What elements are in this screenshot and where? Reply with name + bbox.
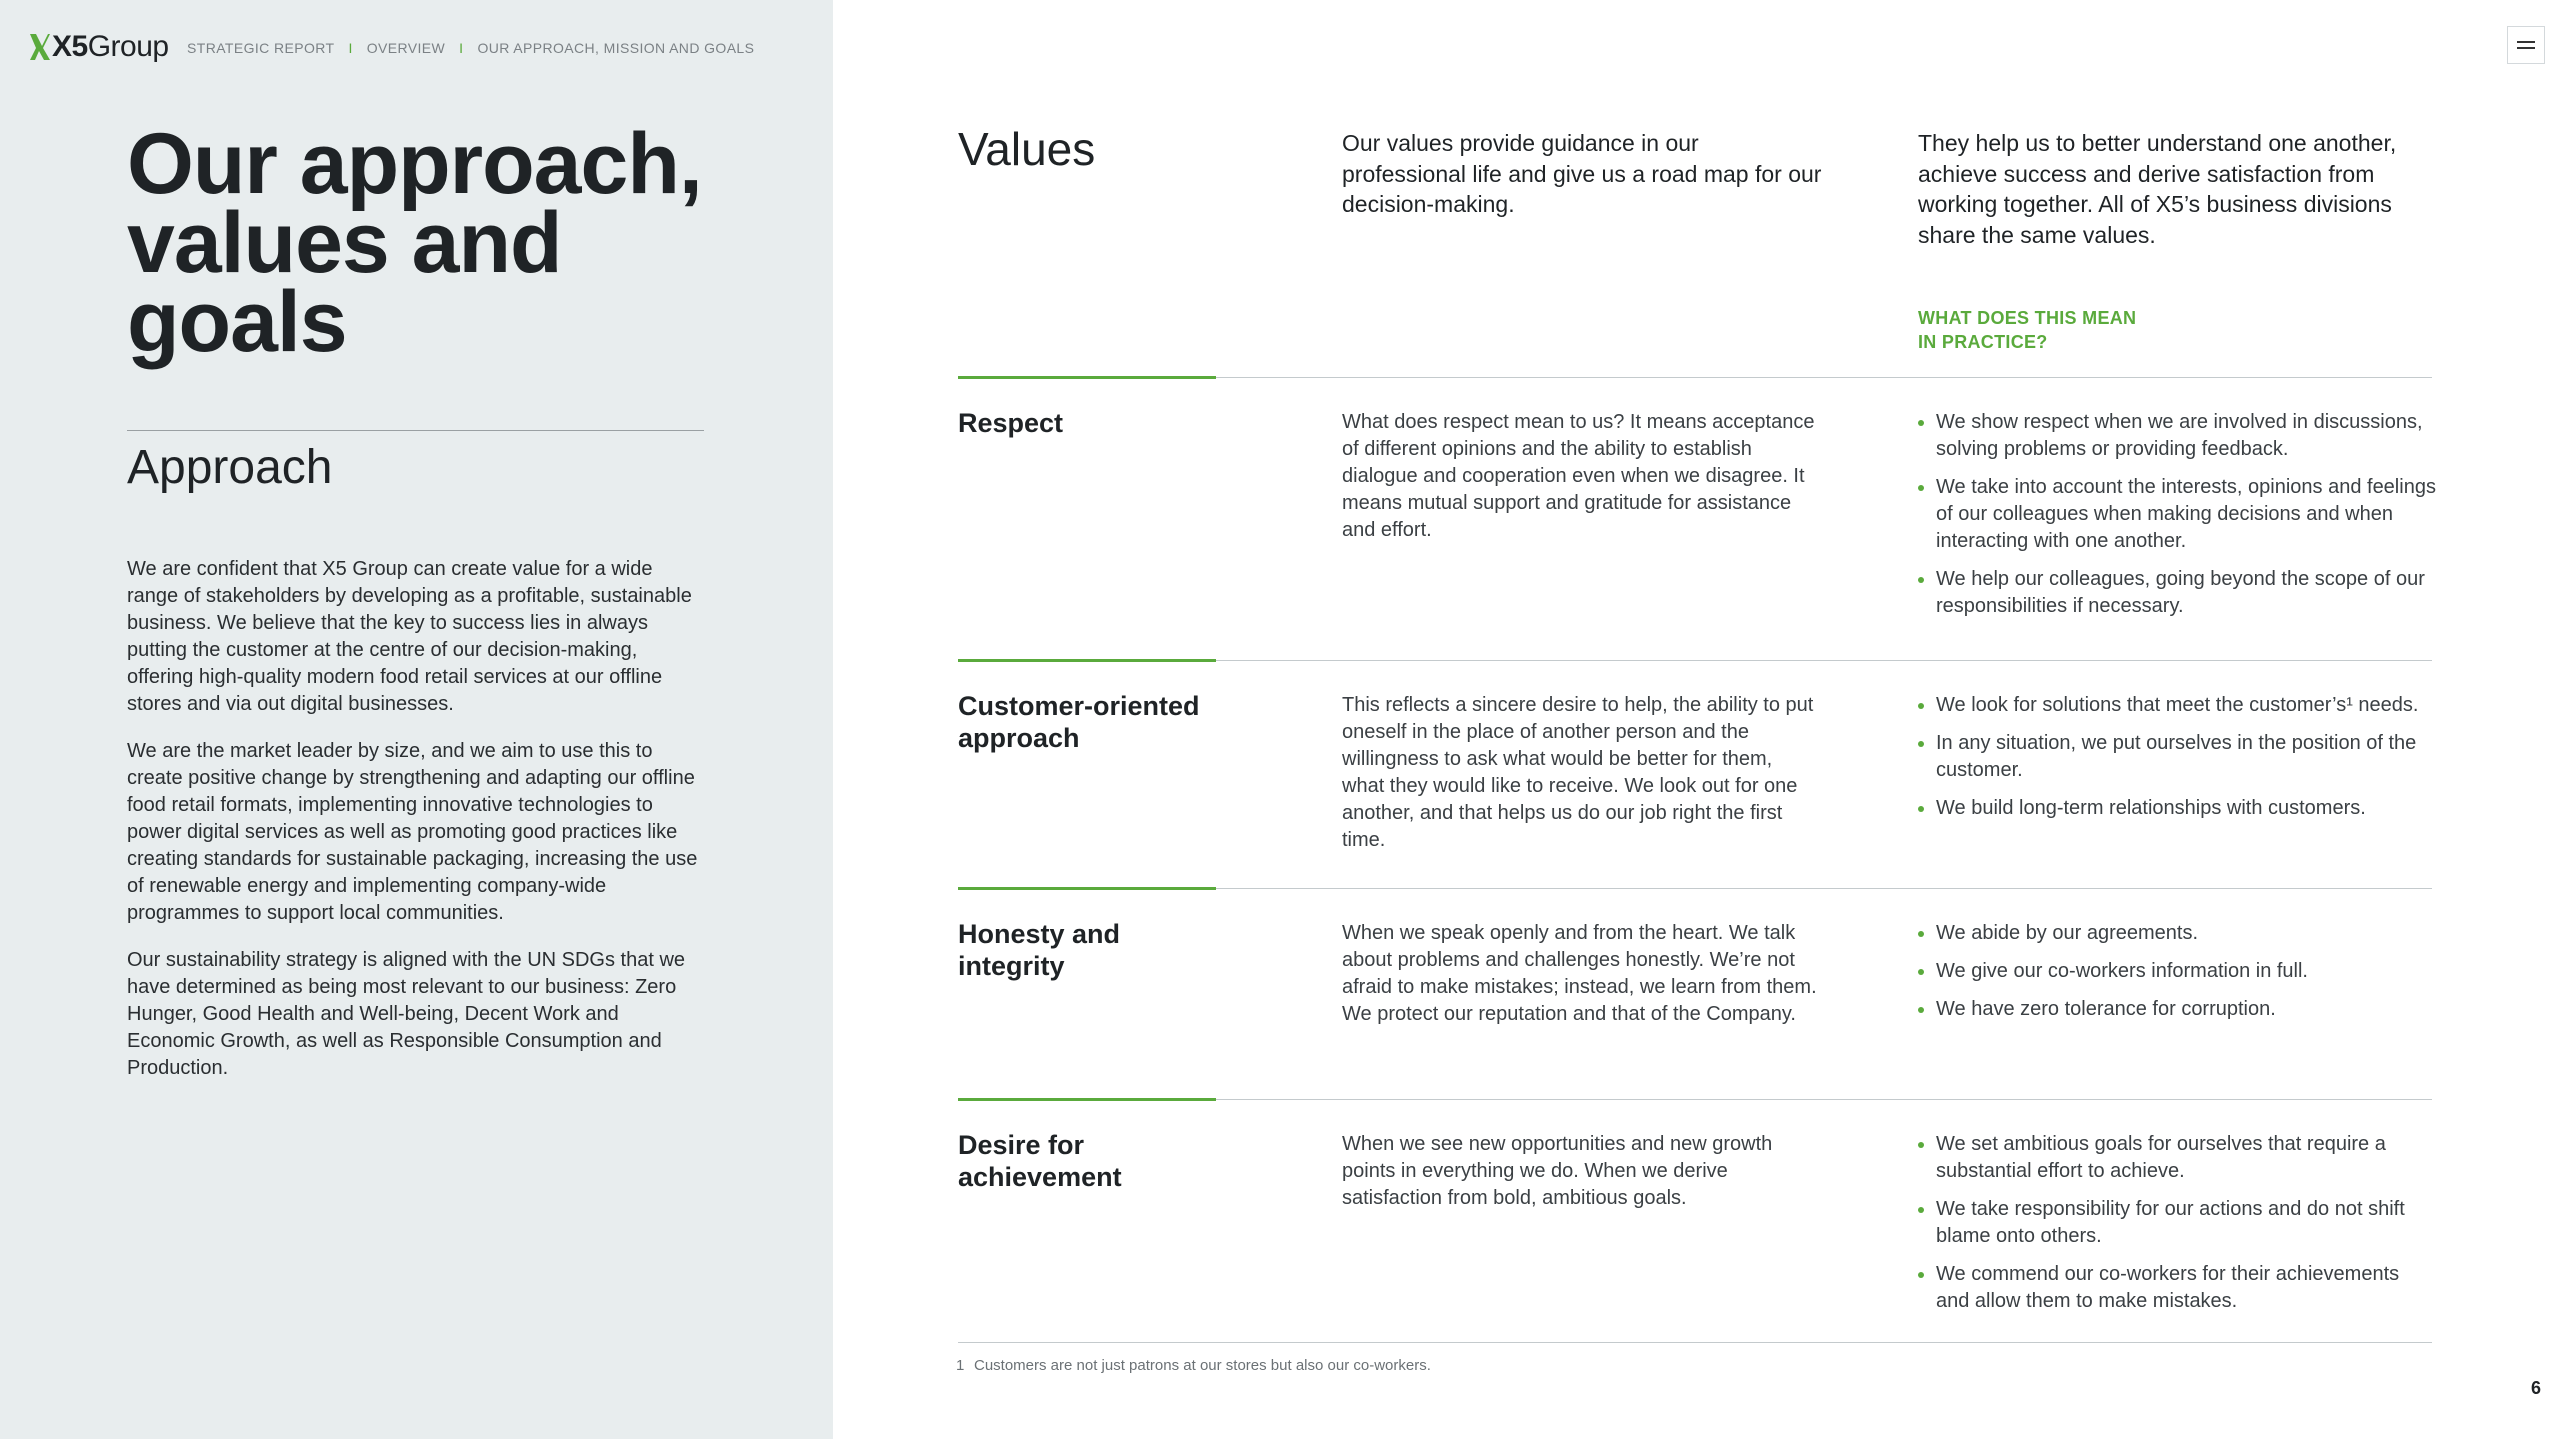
values-intro-1: Our values provide guidance in our professional life and give us a road map for our decision-making. [1342, 130, 1822, 217]
value-name: Customer-oriented approach [958, 691, 1200, 753]
left-panel [0, 0, 833, 1439]
practice-item: We take into account the interests, opinions and feelings of our colleagues when making decisions and when interacting with one another. [1918, 474, 2438, 555]
value-practice-list [1918, 692, 2438, 833]
values-title: Values [958, 123, 1096, 175]
approach-body [127, 556, 699, 1102]
page-number: 6 [2530, 1378, 2541, 1398]
logo-wordmark: X5Group [52, 30, 169, 63]
practice-item: We show respect when we are involved in discussions, solving problems or providing feedback. [1918, 409, 2438, 463]
practice-item: We commend our co-workers for their achievements and allow them to make mistakes. [1918, 1261, 2438, 1315]
practice-item: We have zero tolerance for corruption. [1918, 996, 2438, 1023]
approach-paragraph: We are confident that X5 Group can create value for a wide range of stakeholders by developing as a profitable, sustainable business. We believe that the key to success lies in always putting the customer at the centre of our decision-making, offering high-quality modern food retail services at our offline stores and via out digital businesses. [127, 558, 692, 715]
section-divider [127, 430, 704, 431]
footnote-number: 1 [956, 1357, 965, 1374]
approach-heading: Approach [127, 441, 333, 494]
breadcrumb-separator: I [459, 40, 464, 56]
breadcrumb-strategic-report[interactable]: STRATEGIC REPORT [187, 40, 335, 56]
value-name: Honesty and integrity [958, 919, 1121, 981]
practice-item: We take responsibility for our actions and do not shift blame onto others. [1918, 1196, 2438, 1250]
practice-item: We set ambitious goals for ourselves that require a substantial effort to achieve. [1918, 1131, 2438, 1185]
footnote-text: Customers are not just patrons at our stores but also our co-workers. [974, 1357, 1431, 1374]
practice-item: We look for solutions that meet the customer’s¹ needs. [1918, 692, 2438, 719]
x5-logo-icon [28, 32, 50, 62]
value-name: Respect [958, 408, 1064, 438]
value-practice-list [1918, 409, 2438, 631]
breadcrumb [187, 40, 754, 56]
approach-paragraph: Our sustainability strategy is aligned with the UN SDGs that we have determined as being most relevant to our business: Zero Hunger, Good Health and Well-being, Decent Work and Economic Growth, as well as Responsible Consumption and Production. [127, 949, 686, 1079]
row-accent-rule [958, 887, 1216, 890]
value-name: Desire for achievement [958, 1130, 1122, 1192]
values-intro-2: They help us to better understand one another, achieve success and derive satisfaction from working together. All of X5’s business divisions share the same values. [1918, 130, 2397, 248]
value-practice-list [1918, 920, 2438, 1034]
practice-question-heading: WHAT DOES THIS MEAN IN PRACTICE? [1918, 308, 2137, 352]
row-accent-rule [958, 376, 1216, 379]
footnote [956, 1357, 1431, 1374]
row-accent-rule [958, 659, 1216, 662]
hamburger-menu-icon [2517, 41, 2535, 43]
value-practice-list [1918, 1131, 2438, 1326]
practice-item: We help our colleagues, going beyond the scope of our responsibilities if necessary. [1918, 566, 2438, 620]
row-accent-rule [958, 1098, 1216, 1101]
menu-button[interactable] [2507, 26, 2545, 64]
value-description: This reflects a sincere desire to help, the ability to put oneself in the place of another person and the willingness to ask what would be better for them, what they would like to receive. We look out for one another, and that helps us do our job right the first time. [1342, 694, 1814, 851]
page-title: Our approach, values and goals [127, 116, 702, 370]
value-description: When we speak openly and from the heart. We talk about problems and challenges honestly. We’re not afraid to make mistakes; instead, we learn from them. We protect our reputation and that of the Company. [1342, 922, 1817, 1025]
value-description: When we see new opportunities and new growth points in everything we do. When we derive satisfaction from bold, ambitious goals. [1342, 1133, 1773, 1209]
practice-item: We build long-term relationships with customers. [1918, 795, 2438, 822]
value-description: What does respect mean to us? It means acceptance of different opinions and the ability to establish dialogue and cooperation even when we disagree. It means mutual support and gratitude for assistance and effort. [1342, 411, 1815, 541]
practice-item: We abide by our agreements. [1918, 920, 2438, 947]
practice-item: In any situation, we put ourselves in the position of the customer. [1918, 730, 2438, 784]
breadcrumb-separator: I [348, 40, 353, 56]
breadcrumb-overview[interactable]: OVERVIEW [366, 40, 446, 56]
breadcrumb-current[interactable]: OUR APPROACH, MISSION AND GOALS [477, 40, 755, 56]
practice-item: We give our co-workers information in full. [1918, 958, 2438, 985]
footnote-divider [958, 1342, 2432, 1343]
approach-paragraph: We are the market leader by size, and we aim to use this to create positive change by strengthening and adapting our offline food retail formats, implementing innovative technologies to power digital services as well as promoting good practices like creating standards for sustainable packaging, increasing the use of renewable energy and implementing company-wide programmes to support local communities. [127, 740, 698, 924]
x5-group-logo[interactable] [28, 22, 169, 62]
